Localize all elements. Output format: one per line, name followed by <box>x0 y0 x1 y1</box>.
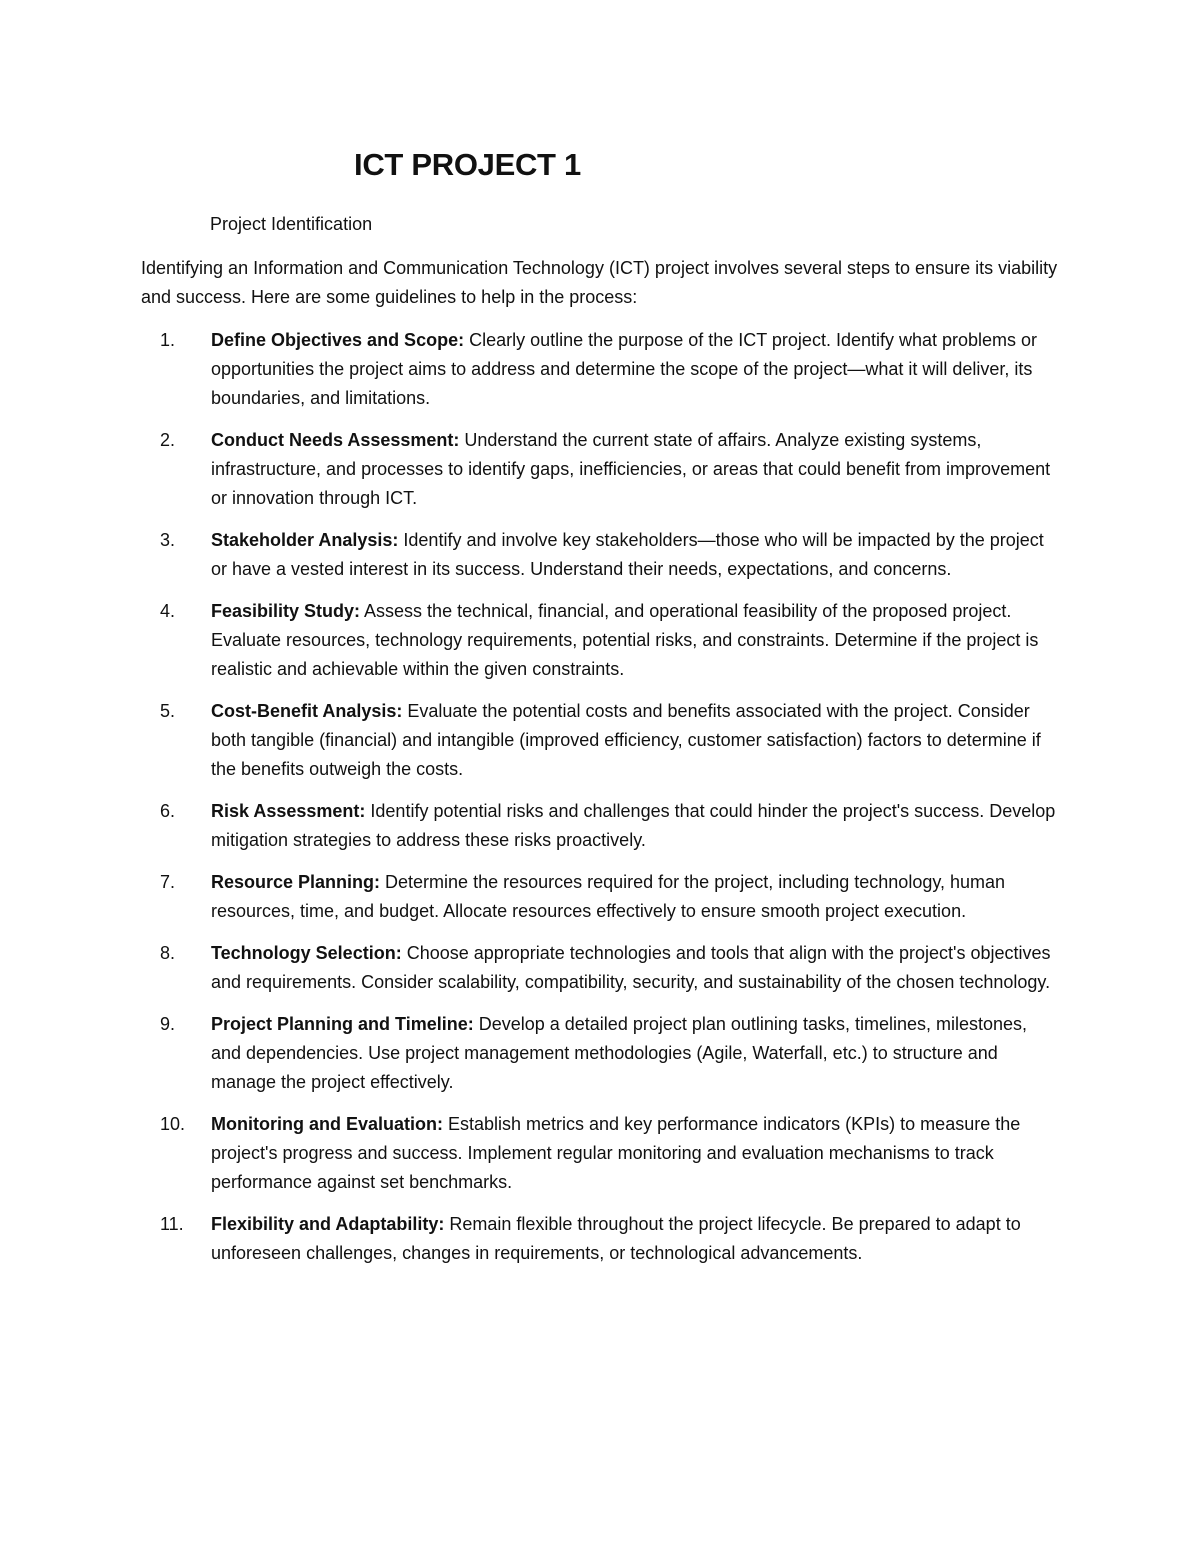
step-text: Understand the current state of affairs. Analyze existing systems, infrastructure, and processes to identify gaps, inefficiencies, or areas that could benefit from improvement or innovation through ICT. <box>211 430 1051 508</box>
step-text: Evaluate the potential costs and benefits associated with the project. Consider both tangible (financial) and intangible (improved efficiency, customer satisfaction) factors to determine if the benefits outweigh the costs. <box>211 701 1041 779</box>
step-term: Feasibility Study: <box>211 601 361 621</box>
step-number: 5. <box>160 701 176 721</box>
step-term: Stakeholder Analysis: <box>211 530 399 550</box>
step-item-9 <box>0 1010 1060 1097</box>
step-number: 7. <box>160 872 176 892</box>
step-item-5 <box>0 697 1060 784</box>
step-term: Project Planning and Timeline: <box>211 1014 474 1034</box>
step-term: Risk Assessment: <box>211 801 366 821</box>
step-term: Monitoring and Evaluation: <box>211 1114 443 1134</box>
step-term: Conduct Needs Assessment: <box>211 430 460 450</box>
step-item-7 <box>0 868 1060 926</box>
document-subtitle: Project Identification <box>210 214 373 234</box>
step-text: Choose appropriate technologies and tools that align with the project's objectives and requirements. Consider scalability, compatibility, security, and sustainability of the chosen technology. <box>211 943 1051 992</box>
step-text: Develop a detailed project plan outlining tasks, timelines, milestones, and dependencies. Use project management methodologies (Agile, Waterfall, etc.) to structure and manage the project effectively. <box>211 1014 1028 1092</box>
step-item-6 <box>0 797 1060 855</box>
step-number: 8. <box>160 943 176 963</box>
step-number: 2. <box>160 430 176 450</box>
intro-paragraph: Identifying an Information and Communication Technology (ICT) project involves several steps to ensure its viability and success. Here are some guidelines to help in the process: <box>141 258 1058 307</box>
step-term: Flexibility and Adaptability: <box>211 1214 445 1234</box>
document-title: ICT PROJECT 1 <box>354 147 581 182</box>
step-number: 4. <box>160 601 176 621</box>
step-number: 11. <box>160 1214 184 1234</box>
step-item-10 <box>0 1110 1060 1197</box>
step-text: Assess the technical, financial, and operational feasibility of the proposed project. Evaluate resources, technology requirements, potential risks, and constraints. Determine if the project is realistic and achievable within the given constraints. <box>211 601 1039 679</box>
step-text: Identify potential risks and challenges that could hinder the project's success. Develop mitigation strategies to address these risks proactively. <box>211 801 1056 850</box>
step-text: Identify and involve key stakeholders—those who will be impacted by the project or have a vested interest in its success. Understand their needs, expectations, and concerns. <box>211 530 1044 579</box>
step-item-3 <box>0 526 1060 584</box>
step-item-2 <box>0 426 1060 513</box>
step-term: Define Objectives and Scope: <box>211 330 465 350</box>
step-item-4 <box>0 597 1060 684</box>
step-term: Technology Selection: <box>211 943 402 963</box>
step-number: 3. <box>160 530 176 550</box>
step-item-11 <box>0 1210 1060 1268</box>
step-text: Clearly outline the purpose of the ICT project. Identify what problems or opportunities the project aims to address and determine the scope of the project—what it will deliver, its boundaries, and limitations. <box>211 330 1038 408</box>
step-term: Resource Planning: <box>211 872 381 892</box>
step-number: 10. <box>160 1114 186 1134</box>
step-term: Cost-Benefit Analysis: <box>211 701 403 721</box>
steps-list <box>0 326 1200 1281</box>
step-number: 6. <box>160 801 176 821</box>
step-text: Remain flexible throughout the project lifecycle. Be prepared to adapt to unforeseen challenges, changes in requirements, or technological advancements. <box>211 1214 1021 1263</box>
step-item-8 <box>0 939 1060 997</box>
step-text: Establish metrics and key performance indicators (KPIs) to measure the project's progress and success. Implement regular monitoring and evaluation mechanisms to track performance against set benchmarks. <box>211 1114 1021 1192</box>
step-number: 1. <box>160 330 176 350</box>
step-text: Determine the resources required for the project, including technology, human resources, time, and budget. Allocate resources effectively to ensure smooth project execution. <box>211 872 1006 921</box>
step-item-1 <box>0 326 1060 413</box>
step-number: 9. <box>160 1014 176 1034</box>
